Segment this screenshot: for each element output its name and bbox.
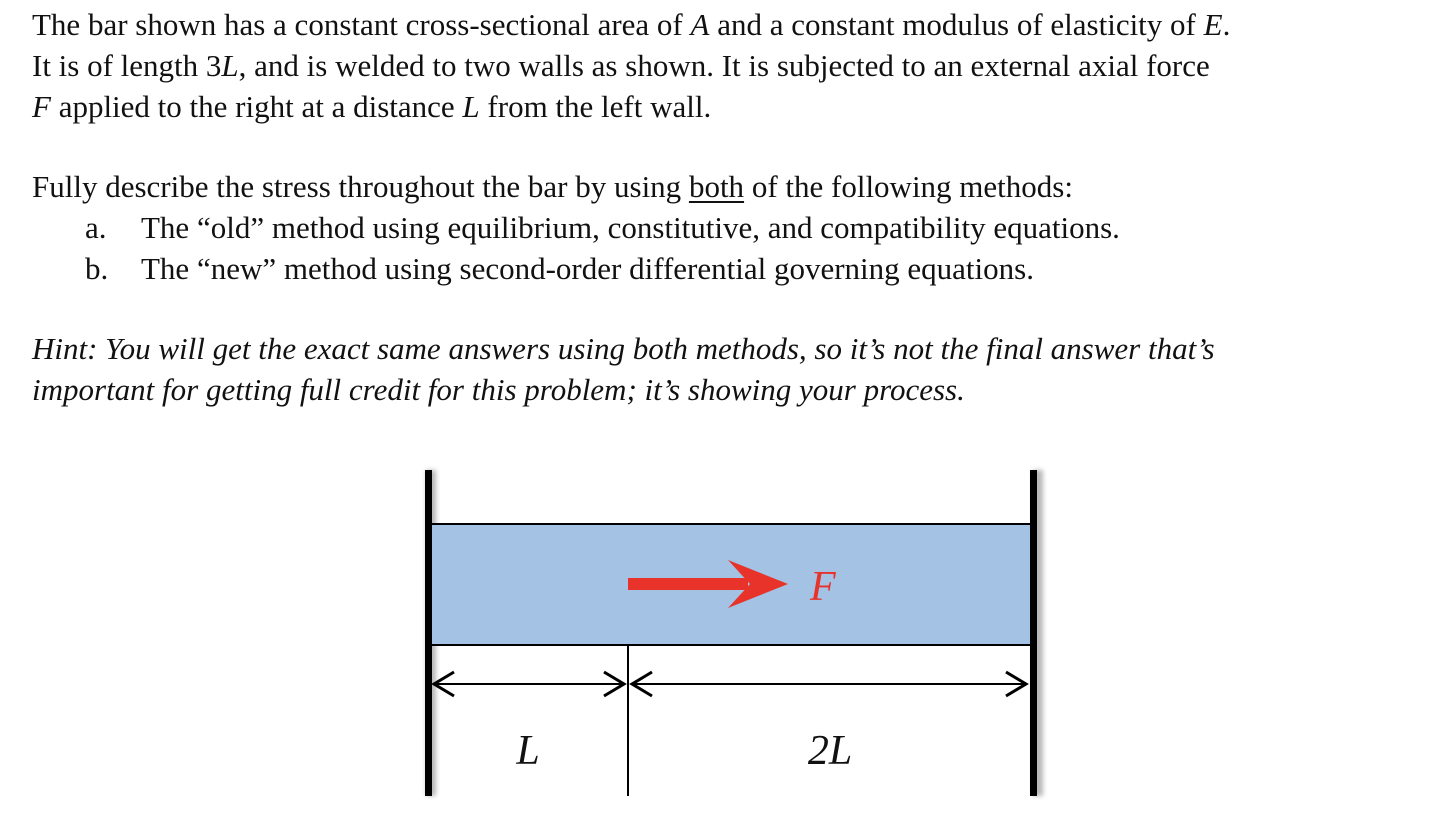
problem-line-1	[32, 4, 1432, 45]
right-wall	[1030, 470, 1037, 796]
text-segment: It is of length 3	[32, 48, 222, 83]
left-wall	[425, 470, 432, 796]
force-label: F	[810, 564, 836, 610]
left-dimension-arrow	[434, 672, 624, 696]
text-segment: , and is welded to two walls as shown. It is subjected to an external axial force	[238, 48, 1210, 83]
variable-f: F	[32, 89, 51, 124]
text-segment: and a constant modulus of elasticity of	[709, 7, 1204, 42]
underlined-word: both	[688, 169, 745, 204]
text-segment: of the following methods:	[744, 169, 1073, 204]
list-marker: a.	[85, 210, 107, 245]
text-segment: from the left wall.	[479, 89, 712, 124]
list-item	[32, 248, 1432, 289]
text-segment: The bar shown has a constant cross-sectional area of	[32, 7, 691, 42]
hint-line-2: important for getting full credit for this problem; it’s showing your process.	[32, 372, 965, 407]
list-marker: b.	[85, 251, 109, 286]
variable-a: A	[690, 7, 710, 42]
text-segment: .	[1222, 7, 1231, 42]
list-item-text: The “new” method using second-order differential governing equations.	[141, 251, 1034, 286]
variable-l: L	[462, 89, 480, 124]
task-intro	[32, 166, 1432, 207]
list-item-text: The “old” method using equilibrium, constitutive, and compatibility equations.	[141, 210, 1120, 245]
text-segment: applied to the right at a distance	[50, 89, 463, 124]
method-list	[32, 207, 1432, 289]
variable-e: E	[1203, 7, 1223, 42]
problem-document	[32, 4, 1432, 410]
text-segment: Fully describe the stress throughout the bar by using	[32, 169, 689, 204]
problem-line-3	[32, 86, 1432, 127]
variable-l: L	[221, 48, 239, 83]
right-segment-label: 2L	[807, 728, 853, 774]
problem-line-2	[32, 45, 1432, 86]
list-item	[32, 207, 1432, 248]
left-segment-label: L	[516, 728, 540, 774]
right-dimension-arrow	[632, 672, 1026, 696]
hint-line-1: Hint: You will get the exact same answers using both methods, so it’s not the final answer that’s	[32, 331, 1215, 366]
bar-diagram	[400, 462, 1060, 807]
